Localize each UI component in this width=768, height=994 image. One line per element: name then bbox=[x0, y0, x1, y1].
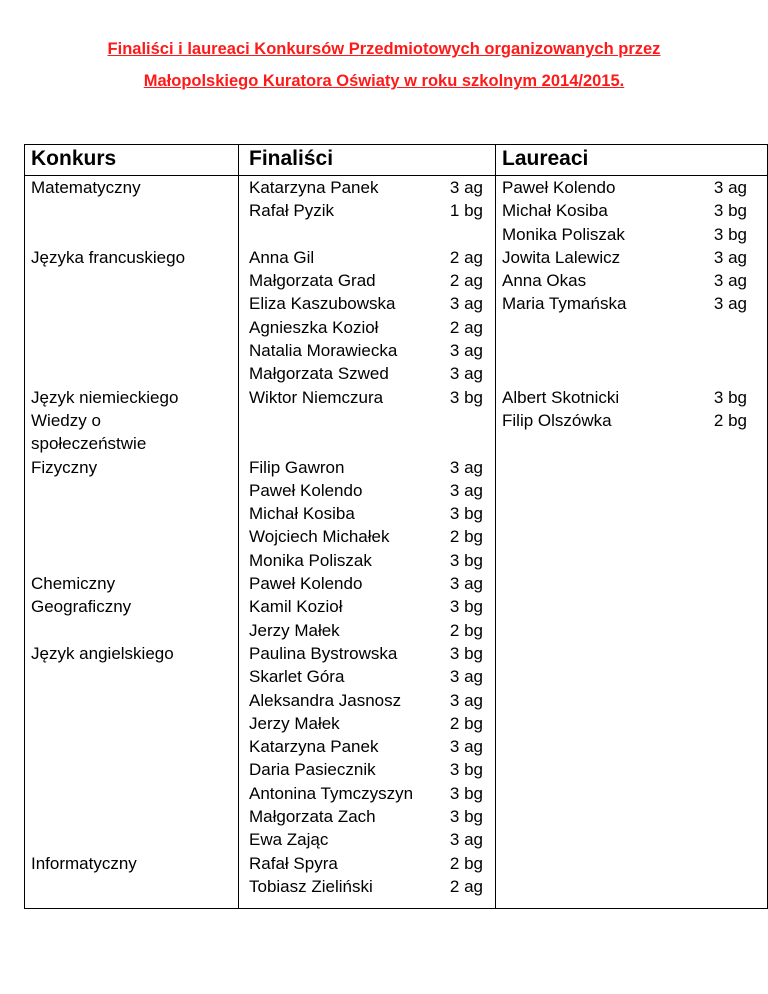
finalist-class: 3 ag bbox=[449, 480, 483, 500]
finalist-name: Ewa Zając bbox=[249, 830, 329, 850]
laureate-name: Filip Olszówka bbox=[502, 410, 612, 430]
finalist-name: Antonina Tymczyszyn bbox=[249, 783, 414, 803]
finalist-entry bbox=[239, 782, 495, 805]
finalist-entry bbox=[239, 386, 495, 409]
finalist-name: Kamil Kozioł bbox=[249, 597, 343, 617]
finalist-class: 3 bg bbox=[449, 760, 483, 780]
konkurs-name bbox=[25, 549, 238, 572]
konkurs-name bbox=[25, 269, 238, 292]
konkurs-name: Wiedzy o bbox=[31, 410, 101, 430]
finalist-name: Michał Kosiba bbox=[249, 504, 355, 524]
finalist-class: 3 ag bbox=[449, 667, 483, 687]
konkurs-name bbox=[25, 875, 238, 898]
laureate-class: 3 ag bbox=[713, 271, 747, 291]
finalist-entry bbox=[239, 432, 495, 455]
table-header-row bbox=[25, 145, 768, 176]
finalist-class: 3 bg bbox=[449, 504, 483, 524]
header-konkurs: Konkurs bbox=[25, 145, 239, 176]
konkurs-name bbox=[25, 712, 238, 735]
finalist-entry bbox=[239, 339, 495, 362]
laureate-entry bbox=[496, 409, 767, 432]
konkurs-name: Geograficzny bbox=[31, 597, 132, 617]
finalist-entry bbox=[239, 875, 495, 898]
finalist-class: 2 ag bbox=[449, 876, 483, 896]
finalist-class: 2 bg bbox=[449, 713, 483, 733]
finalist-class: 3 bg bbox=[449, 783, 483, 803]
results-table bbox=[24, 144, 768, 909]
finalist-class: 3 ag bbox=[449, 294, 483, 314]
finalist-entry bbox=[239, 549, 495, 572]
finalist-entry bbox=[239, 642, 495, 665]
finalist-name: Rafał Spyra bbox=[249, 853, 338, 873]
laureate-entry bbox=[496, 176, 767, 199]
finalist-entry bbox=[239, 758, 495, 781]
finalist-entry bbox=[239, 223, 495, 246]
finalist-name: Jerzy Małek bbox=[249, 620, 340, 640]
finalist-entry bbox=[239, 525, 495, 548]
konkurs-name bbox=[25, 502, 238, 525]
finalist-entry bbox=[239, 362, 495, 385]
laureate-name: Anna Okas bbox=[502, 271, 587, 291]
finalist-name: Monika Poliszak bbox=[249, 550, 372, 570]
laureate-entry bbox=[496, 269, 767, 292]
finalist-class: 2 ag bbox=[449, 317, 483, 337]
finalist-name: Rafał Pyzik bbox=[249, 201, 335, 221]
laureate-class: 3 ag bbox=[713, 247, 747, 267]
finalist-entry bbox=[239, 828, 495, 851]
finalist-entry bbox=[239, 479, 495, 502]
laureate-name: Jowita Lalewicz bbox=[502, 247, 621, 267]
laureate-entry bbox=[496, 292, 767, 315]
finalist-name: Wojciech Michałek bbox=[249, 527, 390, 547]
finalist-class: 3 ag bbox=[449, 457, 483, 477]
laureate-entry bbox=[496, 246, 767, 269]
finalist-entry bbox=[239, 712, 495, 735]
konkurs-name bbox=[25, 223, 238, 246]
laureate-name: Paweł Kolendo bbox=[502, 178, 616, 197]
konkurs-name bbox=[25, 619, 238, 642]
finalist-entry bbox=[239, 176, 495, 199]
laureate-name: Maria Tymańska bbox=[502, 294, 627, 314]
finalist-class: 2 bg bbox=[449, 527, 483, 547]
finalist-name: Agnieszka Kozioł bbox=[249, 317, 379, 337]
konkurs-name bbox=[25, 362, 238, 385]
finalist-entry bbox=[239, 269, 495, 292]
finalist-class: 3 ag bbox=[449, 737, 483, 757]
konkurs-name bbox=[25, 339, 238, 362]
konkurs-name: Fizyczny bbox=[31, 457, 98, 477]
finalist-entry bbox=[239, 199, 495, 222]
header-laureaci: Laureaci bbox=[496, 145, 768, 176]
finalist-entry bbox=[239, 689, 495, 712]
finalist-entry bbox=[239, 572, 495, 595]
finalist-class: 3 ag bbox=[449, 364, 483, 384]
finalist-entry bbox=[239, 852, 495, 875]
finalist-name: Jerzy Małek bbox=[249, 713, 340, 733]
laureate-class: 3 ag bbox=[713, 178, 747, 197]
finalist-entry bbox=[239, 805, 495, 828]
finalist-name: Wiktor Niemczura bbox=[249, 387, 384, 407]
finalist-name: Anna Gil bbox=[249, 247, 315, 267]
finalist-class: 3 ag bbox=[449, 690, 483, 710]
finalist-class: 3 bg bbox=[449, 597, 483, 617]
konkurs-name: Informatyczny bbox=[31, 853, 137, 873]
finalist-name: Paulina Bystrowska bbox=[249, 643, 398, 663]
finalist-name: Katarzyna Panek bbox=[249, 178, 379, 197]
finalist-class: 2 bg bbox=[449, 620, 483, 640]
finalist-entry bbox=[239, 316, 495, 339]
konkurs-name bbox=[25, 805, 238, 828]
finalist-entry bbox=[239, 665, 495, 688]
finalist-class: 3 bg bbox=[449, 807, 483, 827]
finalist-entry bbox=[239, 409, 495, 432]
finalist-name: Paweł Kolendo bbox=[249, 574, 363, 594]
finalist-entry bbox=[239, 595, 495, 618]
konkurs-name: Chemiczny bbox=[31, 574, 116, 594]
finalist-entry bbox=[239, 246, 495, 269]
konkurs-column bbox=[25, 176, 239, 909]
finalist-name: Katarzyna Panek bbox=[249, 737, 379, 757]
konkurs-name bbox=[25, 735, 238, 758]
finalist-name: Filip Gawron bbox=[249, 457, 345, 477]
laureate-entry bbox=[496, 199, 767, 222]
konkurs-name bbox=[25, 758, 238, 781]
konkurs-name: Matematyczny bbox=[31, 178, 141, 197]
table-body-row bbox=[25, 176, 768, 909]
finalist-class: 2 ag bbox=[449, 247, 483, 267]
laureate-entry bbox=[496, 386, 767, 409]
konkurs-name: Język niemieckiego bbox=[31, 387, 179, 407]
finalist-name: Aleksandra Jasnosz bbox=[249, 690, 402, 710]
konkurs-name: społeczeństwie bbox=[31, 434, 147, 454]
finalist-class: 3 ag bbox=[449, 178, 483, 197]
konkurs-name bbox=[25, 479, 238, 502]
finalist-name: Paweł Kolendo bbox=[249, 480, 363, 500]
finalist-class: 2 ag bbox=[449, 271, 483, 291]
konkurs-name: Język angielskiego bbox=[31, 643, 174, 663]
laureate-name: Monika Poliszak bbox=[502, 224, 625, 244]
finalist-name: Małgorzata Zach bbox=[249, 807, 376, 827]
laureate-entry bbox=[496, 223, 767, 246]
document-title-line-2: Małopolskiego Kuratora Oświaty w roku szkolnym 2014/2015. bbox=[143, 72, 625, 90]
konkurs-name bbox=[25, 782, 238, 805]
finalist-name: Skarlet Góra bbox=[249, 667, 345, 687]
laureate-class: 3 bg bbox=[713, 387, 747, 407]
finalisci-column bbox=[239, 176, 496, 909]
konkurs-name bbox=[25, 292, 238, 315]
konkurs-name bbox=[25, 689, 238, 712]
konkurs-name bbox=[25, 665, 238, 688]
finalist-class: 3 ag bbox=[449, 341, 483, 361]
laureate-class: 3 ag bbox=[713, 294, 747, 314]
finalist-entry bbox=[239, 292, 495, 315]
finalist-class: 3 bg bbox=[449, 643, 483, 663]
laureate-name: Michał Kosiba bbox=[502, 201, 608, 221]
header-finalisci: Finaliści bbox=[239, 145, 496, 176]
laureate-name: Albert Skotnicki bbox=[502, 387, 620, 407]
laureate-entry bbox=[496, 362, 767, 385]
finalist-entry bbox=[239, 502, 495, 525]
finalist-class: 3 bg bbox=[449, 387, 483, 407]
konkurs-name: Języka francuskiego bbox=[31, 247, 186, 267]
finalist-class: 3 bg bbox=[449, 550, 483, 570]
document-title-line-1: Finaliści i laureaci Konkursów Przedmiotowych organizowanych przez bbox=[107, 40, 661, 58]
konkurs-name bbox=[25, 525, 238, 548]
laureate-class: 3 bg bbox=[713, 201, 747, 221]
finalist-class: 2 bg bbox=[449, 853, 483, 873]
finalist-class: 1 bg bbox=[449, 201, 483, 221]
finalist-entry bbox=[239, 456, 495, 479]
finalist-class: 3 ag bbox=[449, 574, 483, 594]
laureaci-column bbox=[496, 176, 768, 909]
konkurs-name bbox=[25, 316, 238, 339]
laureate-class: 3 bg bbox=[713, 224, 747, 244]
finalist-entry bbox=[239, 619, 495, 642]
laureate-entry bbox=[496, 316, 767, 339]
finalist-name: Daria Pasiecznik bbox=[249, 760, 376, 780]
finalist-name: Małgorzata Grad bbox=[249, 271, 376, 291]
konkurs-name bbox=[25, 828, 238, 851]
finalist-name: Małgorzata Szwed bbox=[249, 364, 389, 384]
finalist-name: Tobiasz Zieliński bbox=[249, 876, 373, 896]
finalist-class: 3 ag bbox=[449, 830, 483, 850]
konkurs-name bbox=[25, 199, 238, 222]
finalist-name: Natalia Morawiecka bbox=[249, 341, 398, 361]
laureate-entry bbox=[496, 339, 767, 362]
finalist-name: Eliza Kaszubowska bbox=[249, 294, 396, 314]
laureate-class: 2 bg bbox=[713, 410, 747, 430]
finalist-entry bbox=[239, 735, 495, 758]
